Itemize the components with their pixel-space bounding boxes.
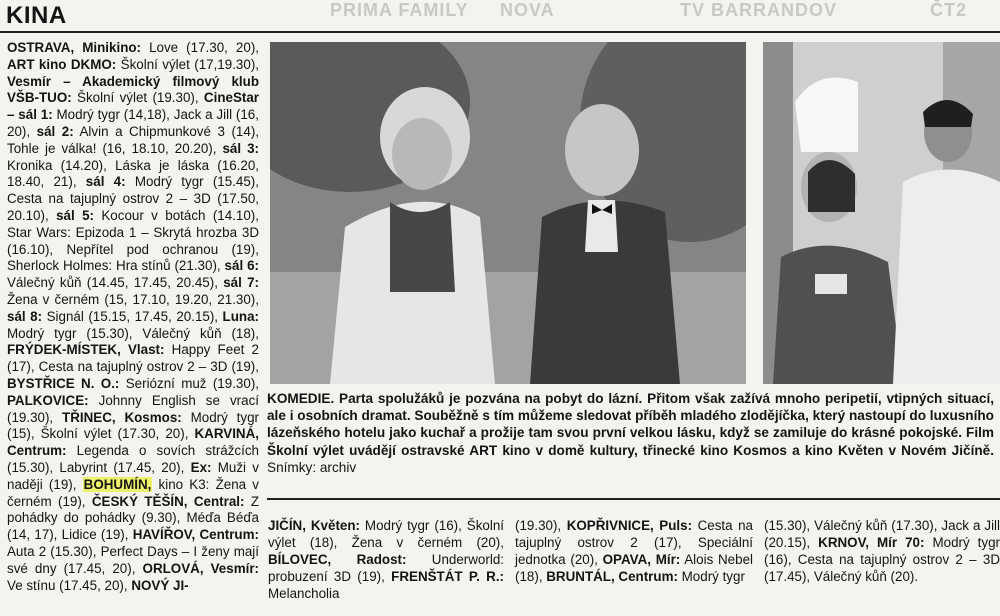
program-text: Modrý tygr (15), Školní výlet (17.30, 20),	[7, 409, 259, 442]
comedy-photo-chef-and-waitress	[763, 42, 1000, 384]
header-rule	[0, 31, 1000, 33]
program-text: Auta 2 (15.30), Perfect Days – I ženy mají své dny (17.45, 20),	[7, 543, 259, 576]
program-text: Školní výlet (19.30),	[71, 90, 204, 106]
program-text: Happy Feet 2 (17), Cesta na tajuplný ostrov 2 – 3D (19),	[7, 342, 259, 375]
venue-name: ČESKÝ TĚŠÍN, Central:	[91, 493, 245, 509]
venue-name: KOPŘIVNICE, Puls:	[566, 518, 693, 534]
venue-name: BOHUMÍN,	[83, 476, 152, 492]
venue-name: FRÝDEK-MÍSTEK, Vlast:	[7, 342, 165, 358]
venue-name: Vesmír – Akademický filmový klub VŠB-TUO:	[7, 73, 259, 106]
program-text: Ve stínu (17.45, 20),	[7, 577, 132, 593]
venue-name: BÍLOVEC, Radost:	[268, 551, 407, 567]
venue-name: sál 7:	[223, 275, 259, 291]
program-text: Modrý tygr	[677, 568, 745, 584]
listing-paragraph	[268, 518, 504, 602]
program-text: Modrý tygr (14,18), Jack a Jill (16, 20),	[7, 107, 259, 139]
faded-channel-1: PRIMA FAMILY	[330, 0, 469, 20]
program-text: Melancholia	[268, 585, 340, 601]
venue-name: OSTRAVA, Minikino:	[7, 40, 142, 55]
program-text: Modrý tygr (16), Školní výlet (18), Žena v černém (20),	[268, 518, 504, 551]
venue-name: BRUNTÁL, Centrum:	[546, 568, 678, 584]
program-text: Školní výlet (17,19.30),	[116, 56, 259, 72]
faded-channel-3: ČT2	[930, 0, 968, 20]
faded-channel-4: TV BARRANDOV	[680, 0, 838, 20]
venue-name: sál 2:	[36, 123, 74, 139]
program-text: Kronika (14.20), Láska je láska (16.20, 18.40, 21),	[7, 157, 259, 190]
listing-bottom-column-1	[268, 505, 504, 616]
program-text: Johnny English se vrací (19.30),	[7, 392, 259, 425]
program-text: Modrý tygr (16), Cesta na tajuplný ostrov 2 – 3D (17.45), Válečný kůň (20).	[764, 535, 1000, 584]
program-text: Alois Nebel (18),	[515, 551, 753, 584]
venue-name: BYSTŘICE N. O.:	[7, 375, 120, 391]
caption-lead: KOMEDIE.	[267, 391, 335, 406]
venue-name: HAVÍŘOV, Centrum:	[132, 527, 259, 543]
venue-name: CineStar – sál 1:	[7, 90, 259, 123]
listing-paragraph	[515, 518, 753, 585]
cinema-listing-column	[7, 40, 259, 594]
venue-name: NOVÝ JI-	[131, 577, 189, 593]
comedy-photo-elderly-couple	[270, 42, 746, 384]
section-title: KINA	[6, 2, 67, 29]
program-text: Válečný kůň (14.45, 17.45, 20.45),	[7, 275, 224, 291]
listing-paragraph	[764, 518, 1000, 585]
venue-name: sál 4:	[85, 174, 126, 190]
venue-name: PALKOVICE:	[7, 392, 89, 408]
listing-bottom-column-3	[764, 505, 1000, 599]
program-text: Z pohádky do pohádky (9.30), Méďa Béďa (14, 17), Lidice (19),	[7, 493, 260, 543]
venue-name: Ex:	[190, 459, 212, 475]
photo-credit: Snímky: archiv	[267, 459, 357, 475]
venue-name: ORLOVÁ, Vesmír:	[142, 560, 260, 576]
program-text: Seriózní muž (19.30),	[119, 375, 259, 391]
program-text: Modrý tygr (15.45), Cesta na tajuplný ostrov 2 – 3D (17.50, 20.10),	[7, 174, 259, 223]
venue-name: TŘINEC, Kosmos:	[62, 409, 182, 425]
faded-channel-2: NOVA	[500, 0, 555, 20]
program-text: Signál (15.15, 17.45, 20.15),	[42, 308, 223, 324]
program-text: Legenda o sovích strážcích (15.30), Labyrint (17.45, 20),	[7, 443, 259, 475]
venue-name: sál 3:	[222, 140, 259, 156]
venue-name: JIČÍN, Květen:	[268, 518, 360, 534]
photo-elderly-couple-image	[270, 42, 746, 384]
program-text: (19.30),	[515, 518, 567, 534]
program-text: Žena v černém (15, 17.10, 19.20, 21.30),	[7, 291, 259, 307]
listing-bottom-column-2	[515, 505, 753, 599]
venue-name: ART kino DKMO:	[7, 56, 117, 72]
venue-name: KARVINÁ, Centrum:	[7, 426, 259, 459]
bottom-rule	[267, 498, 1000, 500]
listing-paragraph	[7, 40, 259, 594]
program-text: Alvin a Chipmunkové 3 (14), Tohle je válka! (16, 18.10, 20.20),	[7, 123, 259, 156]
venue-name: sál 6:	[224, 258, 259, 274]
program-text: kino K3: Žena v černém (19),	[7, 476, 259, 509]
program-text: Kocour v botách (14.10), Star Wars: Epizoda 1 – Skrytá hrozba 3D (16.10), Nepřítel pod ochranou (19), Sherlock Holmes: Hra stínů (21.30),	[7, 207, 259, 274]
program-text: Modrý tygr (15.30), Válečný kůň (18),	[7, 325, 259, 341]
venue-name: OPAVA, Mír:	[602, 551, 681, 567]
venue-name: KRNOV, Mír 70:	[818, 535, 925, 551]
venue-name: sál 8:	[7, 308, 43, 324]
program-text: Cesta na tajuplný ostrov 2 (17), Speciální jednotka (20),	[515, 518, 754, 567]
program-text: Muži v naději (19),	[7, 459, 259, 492]
venue-name: Luna:	[222, 308, 259, 324]
caption-text: Parta spolužáků je pozvána na pobyt do lázní. Přitom však zažívá mnoho peripetií, vtipných situací, ale i osobních dramat. Souběžně s tím můžeme sledovat příběh mladého zlodějíčka, který nastoupí do luxusního lázeňského hotelu jako kuchař a prožije tam svou první velkou lásku, když se zamiluje do krásné pokojské. Film Školní výlet uvádějí ostravské ART kino v domě kultury, třinecké kino Kosmos a kino Květen v Novém Jičíně.	[267, 391, 994, 458]
section-header	[0, 0, 1000, 32]
program-text: Underworld: probuzení 3D (19),	[268, 551, 504, 584]
venue-name: FRENŠTÁT P. R.:	[391, 568, 504, 584]
photo-chef-waitress-image	[763, 42, 1000, 384]
program-text: Love (17.30, 20),	[141, 40, 259, 55]
photo-caption	[267, 390, 994, 476]
program-text: (15.30), Válečný kůň (17.30), Jack a Jill (20.15),	[764, 518, 1000, 551]
venue-name: sál 5:	[56, 207, 94, 223]
